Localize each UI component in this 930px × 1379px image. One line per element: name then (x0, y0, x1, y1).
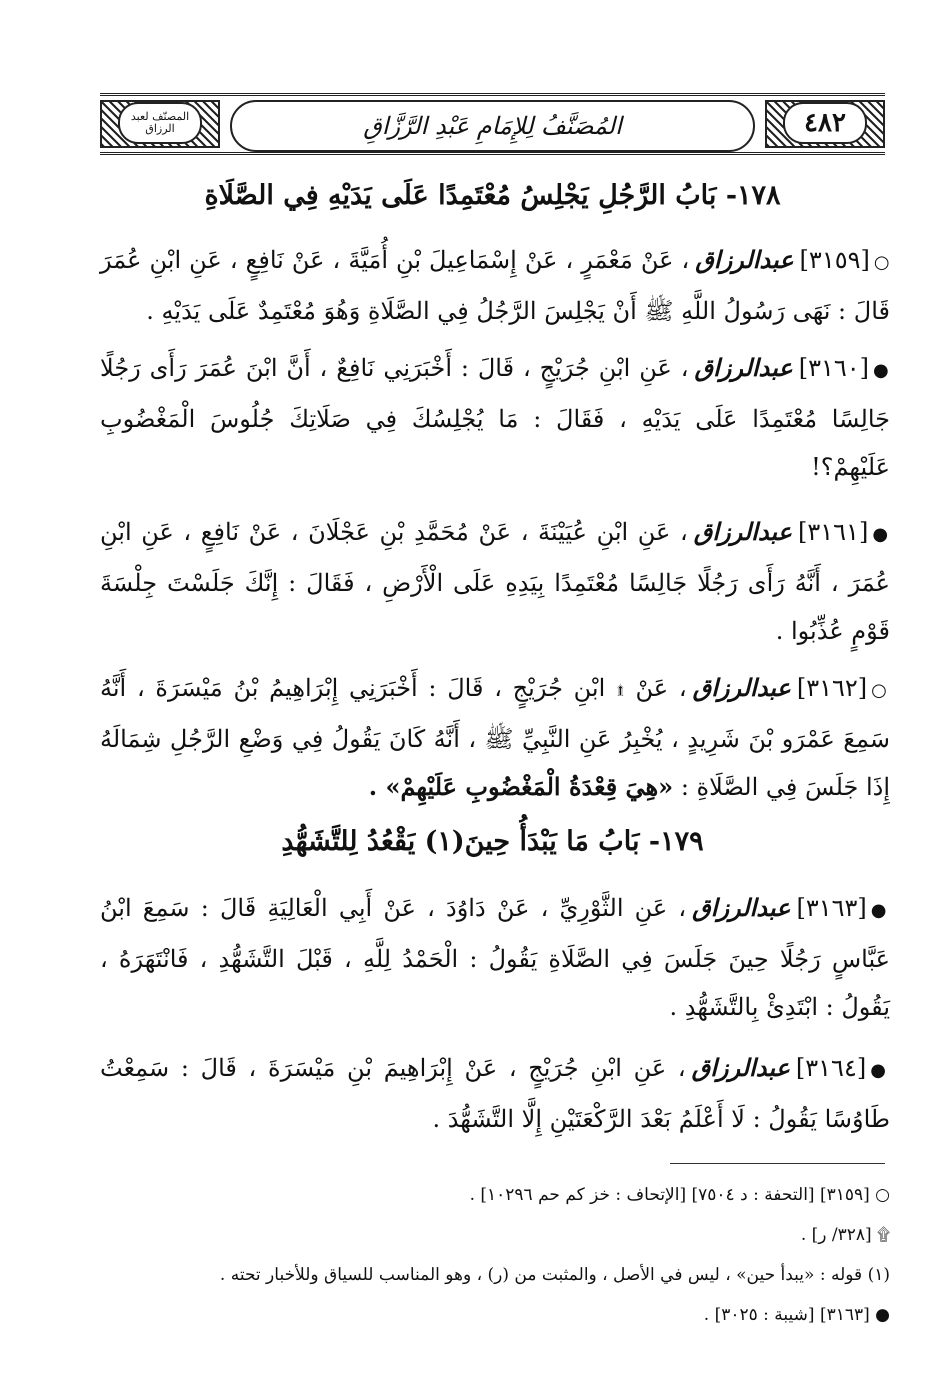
hadith-3160 (100, 344, 890, 491)
author: عبدالرزاق (692, 673, 791, 702)
hadith-3162 (100, 664, 890, 811)
section-title-178: ١٧٨- بَابُ الرَّجُلِ يَجْلِسُ مُعْتَمِدًا عَلَى يَدَيْهِ فِي الصَّلَاةِ (204, 180, 781, 211)
marker: ● (872, 524, 890, 545)
hadith-3161 (100, 508, 890, 655)
footnote-1: ○ [٣١٥٩] [التحفة : د ٧٥٠٤] [الإتحاف : خز كم حم ١٠٢٩٦] . (469, 1185, 890, 1205)
author: عبدالرزاق (695, 245, 794, 274)
marker: ○ (873, 252, 890, 273)
footnote-4: ● [٣١٦٣] [شيبة : ٣٠٢٥] . (703, 1305, 890, 1325)
page-number: ٤٨٢ (783, 102, 867, 144)
hadith-number: [٣١٥٩] (799, 246, 870, 274)
hadith-text: ، عَنِ ابْنِ جُرَيْجٍ ، عَنْ إِبْرَاهِيمَ بْنِ مَيْسَرَةَ ، قَالَ : سَمِعْتُ طَاوُسًا يَقُولُ : لَا أَعْلَمُ بَعْدَ الرَّكْعَتَيْنِ إِلَّا التَّشَهُّدَ . (100, 1054, 890, 1133)
marker: ● (870, 1060, 890, 1081)
marker: ● (870, 900, 890, 921)
hadith-3163 (100, 884, 890, 1031)
hadith-3164 (100, 1044, 890, 1143)
hadith-number: [٣١٦٤] (795, 1054, 867, 1082)
hadith-number: [٣١٦٠] (798, 354, 870, 382)
running-title: المُصَنَّفُ لِلإِمَامِ عَبْدِ الرَّزَّاقِ (230, 100, 755, 152)
marker: ○ (871, 680, 890, 701)
author: عبدالرزاق (692, 893, 791, 922)
hadith-text: ، عَنِ ابْنِ عُيَيْنَةَ ، عَنْ مُحَمَّدِ بْنِ عَجْلَانَ ، عَنْ نَافِعٍ ، عَنِ ابْنِ عُمَرَ ، أَنَّهُ رَأَى رَجُلًا جَالِسًا مُعْتَمِدًا بِيَدِهِ عَلَى الْأَرْضِ ، فَقَالَ : إِنَّكَ جَلَسْتَ جِلْسَةَ قَوْمٍ عُذِّبُوا . (100, 518, 890, 645)
hadith-text: ، عَنْ ۩ ابْنِ جُرَيْجٍ ، قَالَ : أَخْبَرَنِي إِبْرَاهِيمُ بْنُ مَيْسَرَةَ ، أَنَّهُ سَمِعَ عَمْرَو بْنَ شَرِيدٍ ، يُخْبِرُ عَنِ النَّبِيِّ ﷺ ، أَنَّهُ كَانَ يَقُولُ فِي وَضْعِ الرَّجُلِ شِمَالَهُ إِذَا جَلَسَ فِي الصَّلَاةِ : (100, 674, 890, 801)
hadith-text: ، عَنِ الثَّوْرِيِّ ، عَنْ دَاوُدَ ، عَنْ أَبِي الْعَالِيَةِ قَالَ : سَمِعَ ابْنُ عَبَّاسٍ رَجُلًا حِينَ جَلَسَ فِي الصَّلَاةِ يَقُولُ : الْحَمْدُ لِلَّهِ ، قَبْلَ التَّشَهُّدِ ، فَانْتَهَرَهُ ، يَقُولُ : ابْتَدِئْ بِالتَّشَهُّدِ . (100, 894, 890, 1021)
hadith-text: ، عَنْ مَعْمَرٍ ، عَنْ إِسْمَاعِيلَ بْنِ أُمَيَّةَ ، عَنْ نَافِعٍ ، عَنِ ابْنِ عُمَرَ قَالَ : نَهَى رَسُولُ اللَّهِ ﷺ أَنْ يَجْلِسَ الرَّجُلُ فِي الصَّلَاةِ وَهُوَ مُعْتَمِدٌ عَلَى يَدَيْهِ . (100, 246, 890, 325)
footnote-divider (670, 1163, 885, 1164)
hadith-number: [٣١٦٢] (796, 674, 868, 702)
hadith-number: [٣١٦٣] (796, 894, 867, 922)
hadith-quote: «هِيَ قِعْدَةُ الْمَغْضُوبِ عَلَيْهِمْ» . (368, 772, 674, 801)
book-seal: المصنّف لعبد الرزاق (118, 102, 202, 144)
hadith-text: ، عَنِ ابْنِ جُرَيْجٍ ، قَالَ : أَخْبَرَنِي نَافِعٌ ، أَنَّ ابْنَ عُمَرَ رَأَى رَجُلًا جَالِسًا مُعْتَمِدًا عَلَى يَدَيْهِ ، فَقَالَ : مَا يُجْلِسُكَ فِي صَلَاتِكَ جُلُوسَ الْمَغْضُوبِ عَلَيْهِمْ؟! (100, 354, 890, 481)
hadith-number: [٣١٦١] (798, 518, 869, 546)
author: عبدالرزاق (691, 1053, 790, 1082)
footnote-2: ۩ [٣٢٨/ ر] . (800, 1225, 890, 1245)
author: عبدالرزاق (694, 353, 793, 382)
hadith-3159 (100, 236, 890, 335)
marker: ● (873, 360, 890, 381)
author: عبدالرزاق (693, 517, 792, 546)
section-title-179: ١٧٩- بَابُ مَا يَبْدَأُ حِينَ(١) يَقْعُدُ لِلتَّشَهُّدِ (281, 826, 704, 857)
page-header (100, 93, 885, 155)
footnote-3: (١) قوله : «يبدأ حين» ، ليس في الأصل ، والمثبت من (ر) ، وهو المناسب للسياق وللأخبار تحته . (219, 1265, 890, 1285)
